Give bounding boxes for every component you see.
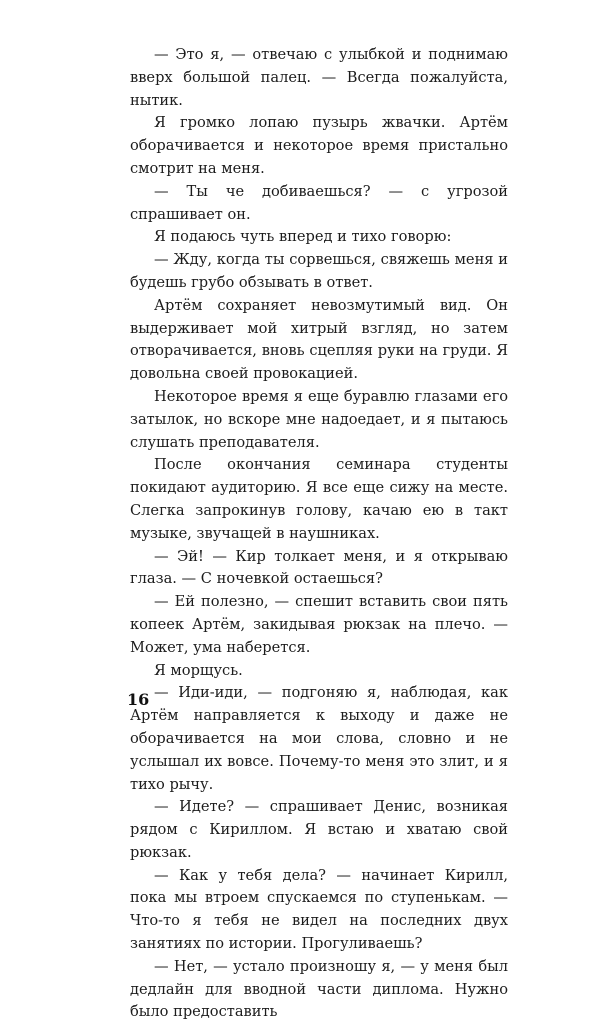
paragraph: — Нет, — устало произношу я, — у меня был дедлайн для вводной части диплома. Нужно было предоставить xyxy=(130,957,508,1021)
paragraph: После окончания семинара студенты покидают аудиторию. Я все еще сижу на месте. Слегка запрокинув голову, качаю ею в такт музыке, звучащей в наушниках. xyxy=(130,456,508,542)
paragraph: Я подаюсь чуть вперед и тихо говорю: xyxy=(154,228,452,246)
paragraph: — Жду, когда ты сорвешься, свяжешь меня и будешь грубо обзывать в ответ. xyxy=(130,251,508,291)
paragraph: Артём сохраняет невозмутимый вид. Он выдерживает мой хитрый взгляд, но затем отворачивается, вновь сцепляя руки на груди. Я довольна своей провокацией. xyxy=(130,296,508,383)
page-number: 16 xyxy=(127,690,150,709)
paragraph: — Эй! — Кир толкает меня, и я открываю глаза. — С ночевкой остаешься? xyxy=(130,547,508,588)
paragraph: Я громко лопаю пузырь жвачки. Артём оборачивается и некоторое время пристально смотрит на меня. xyxy=(130,114,508,177)
paragraph: Некоторое время я еще буравлю глазами его затылок, но вскоре мне надоедает, и я пытаюсь слушать преподавателя. xyxy=(130,387,508,451)
paragraph: — Как у тебя дела? — начинает Кирилл, пока мы втроем спускаемся по ступенькам. — Что-то я тебя не видел на последних двух занятиях по истории. Прогуливаешь? xyxy=(130,866,508,953)
paragraph: — Иди-иди, — подгоняю я, наблюдая, как Артём направляется к выходу и даже не оборачивается на мои слова, словно и не услышал их вовсе. Почему-то меня это злит, и я тихо рычу. xyxy=(130,684,508,793)
paragraph: — Идете? — спрашивает Денис, возникая рядом с Кириллом. Я встаю и хватаю свой рюкзак. xyxy=(130,798,508,861)
paragraph: — Ты че добиваешься? — с угрозой спрашивает он. xyxy=(130,182,508,223)
paragraph: — Это я, — отвечаю с улыбкой и поднимаю вверх большой палец. — Всегда пожалуйста, нытик. xyxy=(130,46,508,109)
paragraph: Я морщусь. xyxy=(154,661,243,679)
body-text xyxy=(130,44,508,1024)
paragraph: — Ей полезно, — спешит вставить свои пять копеек Артём, закидывая рюкзак на плечо. — Может, ума наберется. xyxy=(130,593,508,656)
